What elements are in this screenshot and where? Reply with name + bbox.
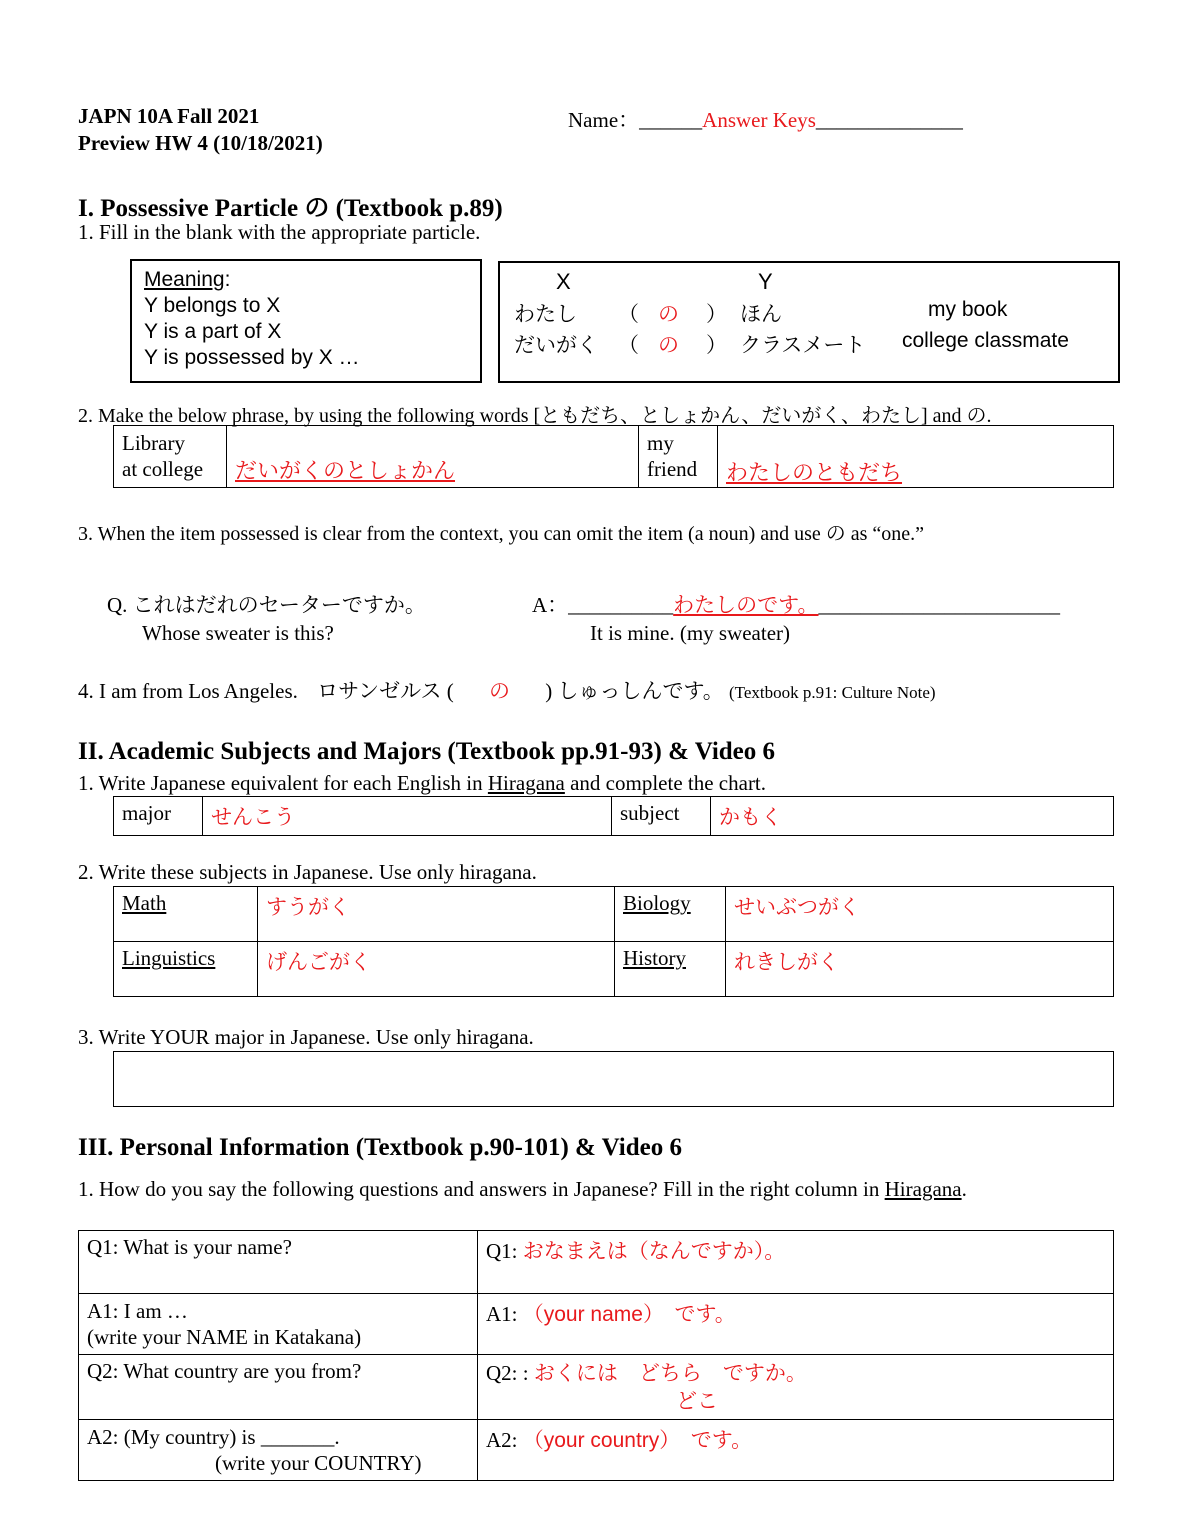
section-1-title: I. Possessive Particle の (Textbook p.89)	[78, 195, 503, 222]
library-answer-cell[interactable]	[227, 426, 639, 488]
s3-q1-underlined: Hiragana	[884, 1177, 962, 1201]
example-box	[498, 261, 1120, 383]
biology-answer: せいぶつがく	[734, 895, 860, 919]
q1-label: Q1:	[486, 1239, 523, 1263]
ex1-particle: の	[658, 303, 679, 326]
personal-info-table	[78, 1230, 1114, 1481]
name-value: Answer Keys	[702, 108, 816, 132]
s1-q4-line	[78, 675, 936, 705]
subjects-table	[113, 886, 1114, 997]
q2-table	[113, 425, 1114, 488]
major-answer: せんこう	[211, 805, 295, 829]
q3-answer-label: A：__________	[532, 593, 674, 617]
q3-answer: わたしのです。	[673, 593, 819, 617]
q2-label: Q2: :	[486, 1361, 534, 1385]
qa-right-cell[interactable]	[478, 1420, 1114, 1481]
ex1-y: ほん	[740, 303, 782, 326]
ex2-rparen: ）	[706, 334, 727, 357]
qa-left-cell	[79, 1231, 478, 1294]
friend-answer: わたしのともだち	[726, 460, 903, 485]
s2-q1-post: and complete the chart.	[564, 771, 767, 795]
section-2-title: II. Academic Subjects and Majors (Textbook pp.91-93) & Video 6	[78, 738, 776, 765]
q4-particle: の	[488, 679, 510, 703]
a2-english-note: (write your COUNTRY)	[215, 1451, 422, 1475]
qa-right-cell[interactable]	[478, 1231, 1114, 1294]
ex2-y: クラスメート	[740, 334, 866, 357]
q3-answer-english: It is mine. (my sweater)	[590, 621, 791, 645]
q3-question-english: Whose sweater is this?	[142, 621, 334, 645]
meaning-line: Y is possessed by X …	[144, 346, 360, 369]
history-label: History	[623, 946, 686, 970]
course-title: JAPN 10A Fall 2021	[78, 104, 260, 128]
subject-answer-cell[interactable]	[726, 887, 1114, 942]
history-answer: れきしがく	[734, 950, 839, 974]
meaning-box	[130, 259, 482, 383]
subject-answer-cell[interactable]	[711, 797, 1114, 836]
s2-q1-underlined: Hiragana	[487, 771, 565, 795]
library-label-cell	[114, 426, 227, 488]
q4-japanese-2: ) しゅっしんです。	[545, 679, 724, 703]
s2-q1-text	[78, 771, 766, 796]
q1-answer: おなまえは（なんですか）。	[522, 1239, 786, 1263]
ex1-english: my book	[928, 298, 1008, 321]
subject-answer: かもく	[719, 805, 782, 829]
s2-q2-text: 2. Write these subjects in Japanese. Use only hiragana.	[78, 860, 537, 884]
linguistics-label: Linguistics	[122, 946, 216, 970]
library-label-1: Library	[122, 431, 185, 455]
major-label: major	[114, 797, 203, 836]
a1-answer: （your name） です。	[522, 1303, 736, 1326]
subject-row-label	[615, 942, 726, 997]
subject-row-label	[615, 887, 726, 942]
subject-label: subject	[612, 797, 711, 836]
q2-answer: おくには どちら ですか。	[533, 1361, 807, 1385]
friend-answer-cell[interactable]	[718, 426, 1114, 488]
s1-q2-text: 2. Make the below phrase, by using the following words [ともだち、としょかん、だいがく、わたし] and の.	[78, 405, 992, 427]
s3-q1-text	[78, 1177, 967, 1202]
name-tail: ______________	[815, 108, 963, 132]
qa-left-cell	[79, 1294, 478, 1355]
q2-answer-alt: どこ	[676, 1389, 718, 1413]
homework-title: Preview HW 4 (10/18/2021)	[78, 131, 323, 155]
library-answer: だいがくのとしょかん	[235, 458, 456, 483]
section-3-title: III. Personal Information (Textbook p.90-101) & Video 6	[78, 1134, 682, 1161]
a1-english-note: (write your NAME in Katakana)	[87, 1325, 362, 1349]
ex1-rparen: ）	[706, 303, 727, 326]
name-line	[568, 104, 963, 134]
meaning-colon: :	[224, 268, 231, 291]
subject-answer-cell[interactable]	[258, 887, 615, 942]
s2-q1-pre: 1. Write Japanese equivalent for each English in	[78, 771, 488, 795]
ex2-particle: の	[658, 334, 679, 357]
s3-q1-post: .	[961, 1177, 967, 1201]
ex1-x: わたし	[514, 303, 577, 326]
meaning-line: Y belongs to X	[144, 294, 281, 317]
s1-q1-text: 1. Fill in the blank with the appropriate particle.	[78, 220, 481, 244]
subject-row-label	[114, 887, 258, 942]
subject-answer-cell[interactable]	[726, 942, 1114, 997]
friend-label-2: friend	[647, 457, 698, 481]
q4-note: (Textbook p.91: Culture Note)	[729, 683, 936, 702]
a2-answer: （your country） です。	[522, 1429, 753, 1452]
y-label: Y	[758, 269, 773, 294]
q4-japanese-1: ロサンゼルス (	[317, 679, 454, 703]
qa-left-cell	[79, 1355, 478, 1420]
q3-question: Q. これはだれのセーターですか。	[107, 593, 426, 617]
subject-answer-cell[interactable]	[258, 942, 615, 997]
ex1-lparen: （	[618, 303, 639, 326]
math-answer: すうがく	[266, 895, 350, 919]
q4-text: 4. I am from Los Angeles.	[78, 679, 298, 703]
s1-q3-text: 3. When the item possessed is clear from the context, you can omit the item (a noun) and use の as “one.”	[78, 523, 925, 545]
qa-left-cell	[79, 1420, 478, 1481]
s3-q1-pre: 1. How do you say the following questions and answers in Japanese? Fill in the right column in	[78, 1177, 885, 1201]
a2-label: A2:	[486, 1428, 523, 1452]
linguistics-answer: げんごがく	[266, 950, 371, 974]
qa-right-cell[interactable]	[478, 1355, 1114, 1420]
math-label: Math	[122, 891, 167, 915]
a2-english: A2: (My country) is _______.	[87, 1425, 340, 1449]
meaning-line: Y is a part of X	[144, 320, 282, 343]
a1-label: A1:	[486, 1302, 523, 1326]
qa-right-cell[interactable]	[478, 1294, 1114, 1355]
q2-english: Q2: What country are you from?	[87, 1359, 362, 1383]
friend-label-1: my	[647, 431, 674, 455]
meaning-label: Meaning	[144, 268, 225, 291]
friend-label-cell	[639, 426, 718, 488]
q3-answer-line	[532, 589, 1060, 619]
subject-row-label	[114, 942, 258, 997]
s2-q3-text: 3. Write YOUR major in Japanese. Use only hiragana.	[78, 1025, 534, 1049]
name-label: Name：______	[568, 108, 703, 132]
library-label-2: at college	[122, 457, 204, 481]
major-answer-cell[interactable]	[203, 797, 612, 836]
a1-english: A1: I am …	[87, 1299, 188, 1323]
ex2-x: だいがく	[514, 334, 598, 357]
your-major-answer-box[interactable]	[113, 1051, 1114, 1107]
biology-label: Biology	[623, 891, 691, 915]
major-subject-table	[113, 796, 1114, 836]
q1-english: Q1: What is your name?	[87, 1235, 292, 1259]
ex2-lparen: （	[618, 334, 639, 357]
q3-answer-tail: _______________________	[818, 593, 1060, 617]
ex2-english: college classmate	[902, 329, 1069, 352]
x-label: X	[556, 269, 571, 294]
